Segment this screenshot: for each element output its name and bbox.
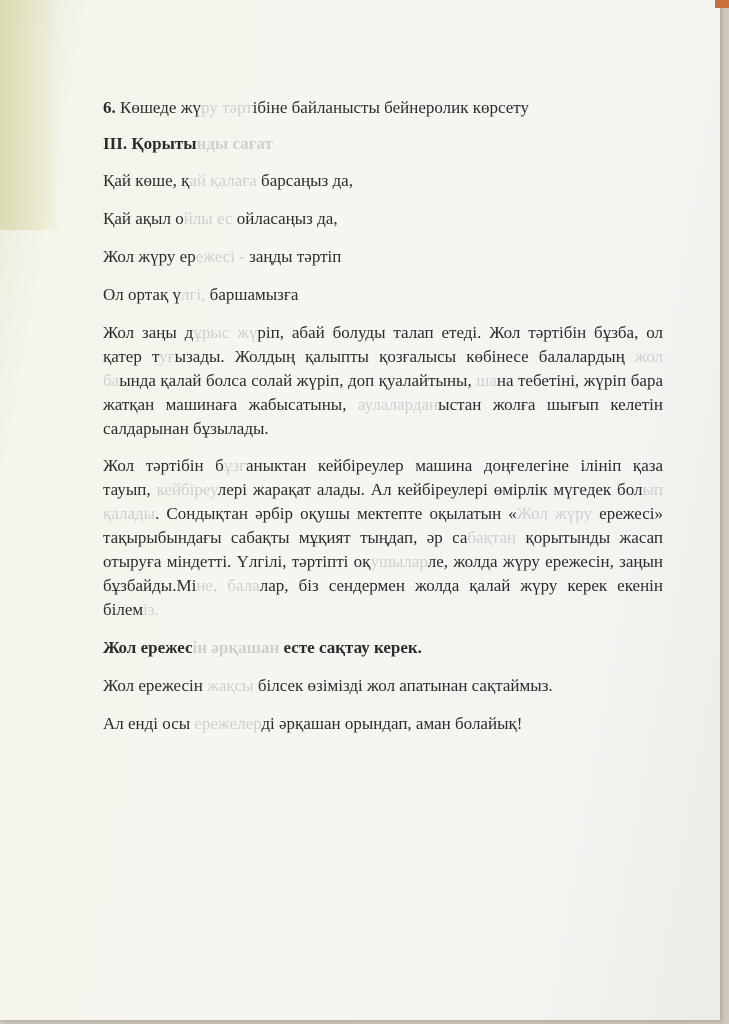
poem-line-4 — [103, 283, 663, 307]
heading-text-end: ібіне байланысты бейнеролик көрсету — [252, 98, 529, 117]
closing-text: Ал енді осы — [103, 714, 191, 733]
rules-text-faded: жақсы — [202, 676, 254, 695]
paragraph-text: ында қалай болса солай жүріп, доп қуалайтыны, — [119, 371, 477, 390]
section-text-faded: нды сағ — [196, 134, 257, 153]
section-heading — [103, 132, 663, 156]
closing-text: ді әрқашан орындап, аман болайық! — [261, 714, 523, 733]
background-corner — [715, 0, 729, 8]
paragraph-text-faded: жол ба — [103, 347, 663, 390]
paragraph-text: ыстан жолға шығып келетін салдарынан бұзылады. — [103, 395, 664, 438]
paragraph-text-faded: із. — [143, 600, 159, 619]
poem-text: барсаңыз да, — [261, 171, 353, 190]
poem-text: Қай көше, қ — [103, 171, 190, 190]
paragraph-text-faded: ып қалады — [103, 480, 663, 523]
rules-text: білсек өзімізді жол апатынан сақтаймыз. — [253, 676, 553, 695]
item-number: 6. — [103, 98, 116, 117]
heading-text-faded: ру тәрт — [200, 98, 253, 117]
paragraph-text-faded: аулалардан — [357, 395, 439, 414]
heading-item-6 — [103, 96, 663, 120]
paragraph-text: . Сондықтан әрбір оқушы мектепте оқылатын « — [155, 504, 517, 523]
poem-text: заңды тәртіп — [249, 247, 342, 266]
poem-text-faded: лгі, — [180, 285, 210, 304]
paragraph-text-faded: уғ — [159, 347, 175, 366]
rules-line — [103, 674, 663, 698]
paragraph-text-faded: ша — [476, 371, 497, 390]
paragraph-text-faded: не, бала — [196, 576, 260, 595]
rules-text: Жол ережесін — [103, 676, 203, 695]
poem-text-faded: йлы ес — [183, 209, 237, 228]
paragraph-1 — [103, 321, 663, 441]
paragraph-text-faded: ұзғ — [223, 456, 246, 475]
paragraph-text-faded: бақтан — [467, 528, 517, 547]
poem-text: Қай ақыл о — [103, 209, 184, 228]
poem-text-faded: ай қалаға — [189, 171, 262, 190]
closing-line — [103, 712, 663, 736]
poem-text: баршамызға — [209, 285, 299, 304]
heading-text-start: Көшеде жү — [115, 98, 201, 117]
paragraph-text: лері жарақат алады. Ал кейбіреулері өмірлік мүгедек бол — [217, 480, 643, 499]
poem-text: ойласаңыз да, — [236, 209, 338, 228]
paragraph-text-faded: Жол жүру — [516, 504, 593, 523]
page-fold-shadow — [0, 0, 60, 230]
paragraph-text: ережесі» тақырыбындағы сабақты мұқият тыңдап, әр са — [103, 504, 663, 547]
paragraph-text-faded: ұрыс жү — [193, 323, 258, 342]
paragraph-2 — [103, 454, 663, 622]
bold-reminder-line — [103, 636, 663, 660]
poem-text-faded: ежесі - — [195, 247, 250, 266]
paragraph-text: ле, жолда жүру ережесін, заңын бұзбайды.Мі — [103, 552, 663, 595]
paragraph-text-faded: ушылар — [370, 552, 428, 571]
paragraph-text: ріп, абай болуды талап етеді. Жол тәртібін бұзба, ол қатер т — [103, 323, 663, 366]
paragraph-text: лар, біз сендермен жолда қалай жүру керек екенін білем — [103, 576, 663, 619]
bold-text: есте сақтау керек. — [279, 638, 422, 657]
section-text-start: ІІІ. Қорыты — [103, 134, 197, 153]
poem-line-2 — [103, 207, 663, 231]
paragraph-text: Жол тәртібін б — [103, 456, 224, 475]
closing-text-faded: ережелер — [190, 714, 262, 733]
poem-text: Жол жүру ер — [103, 247, 196, 266]
paragraph-text: на тебетіні, жүріп бара жатқан машинаға жабысатыны, — [103, 371, 663, 414]
paragraph-text: ызады. Жолдың қалыпты қозғалысы көбінесе балалардың — [174, 347, 635, 366]
paragraph-text-faded: кейбіреу — [156, 480, 218, 499]
document-body — [103, 96, 663, 736]
poem-line-3 — [103, 245, 663, 269]
bold-text: Жол ережес — [103, 638, 193, 657]
paragraph-text: аныктан кейбіреулер машина доңғелегіне ілініп қаза тауып, — [103, 456, 663, 499]
poem-line-1 — [103, 169, 663, 193]
poem-text: Ол ортақ ү — [103, 285, 181, 304]
paragraph-text: Жол заңы д — [103, 323, 194, 342]
paragraph-text: қорытынды жасап отыруға міндетті. Үлгілі, тәртіпті оқ — [103, 528, 663, 571]
section-text-end: ат — [256, 134, 273, 153]
bold-text-faded: ін әрқашан — [192, 638, 280, 657]
